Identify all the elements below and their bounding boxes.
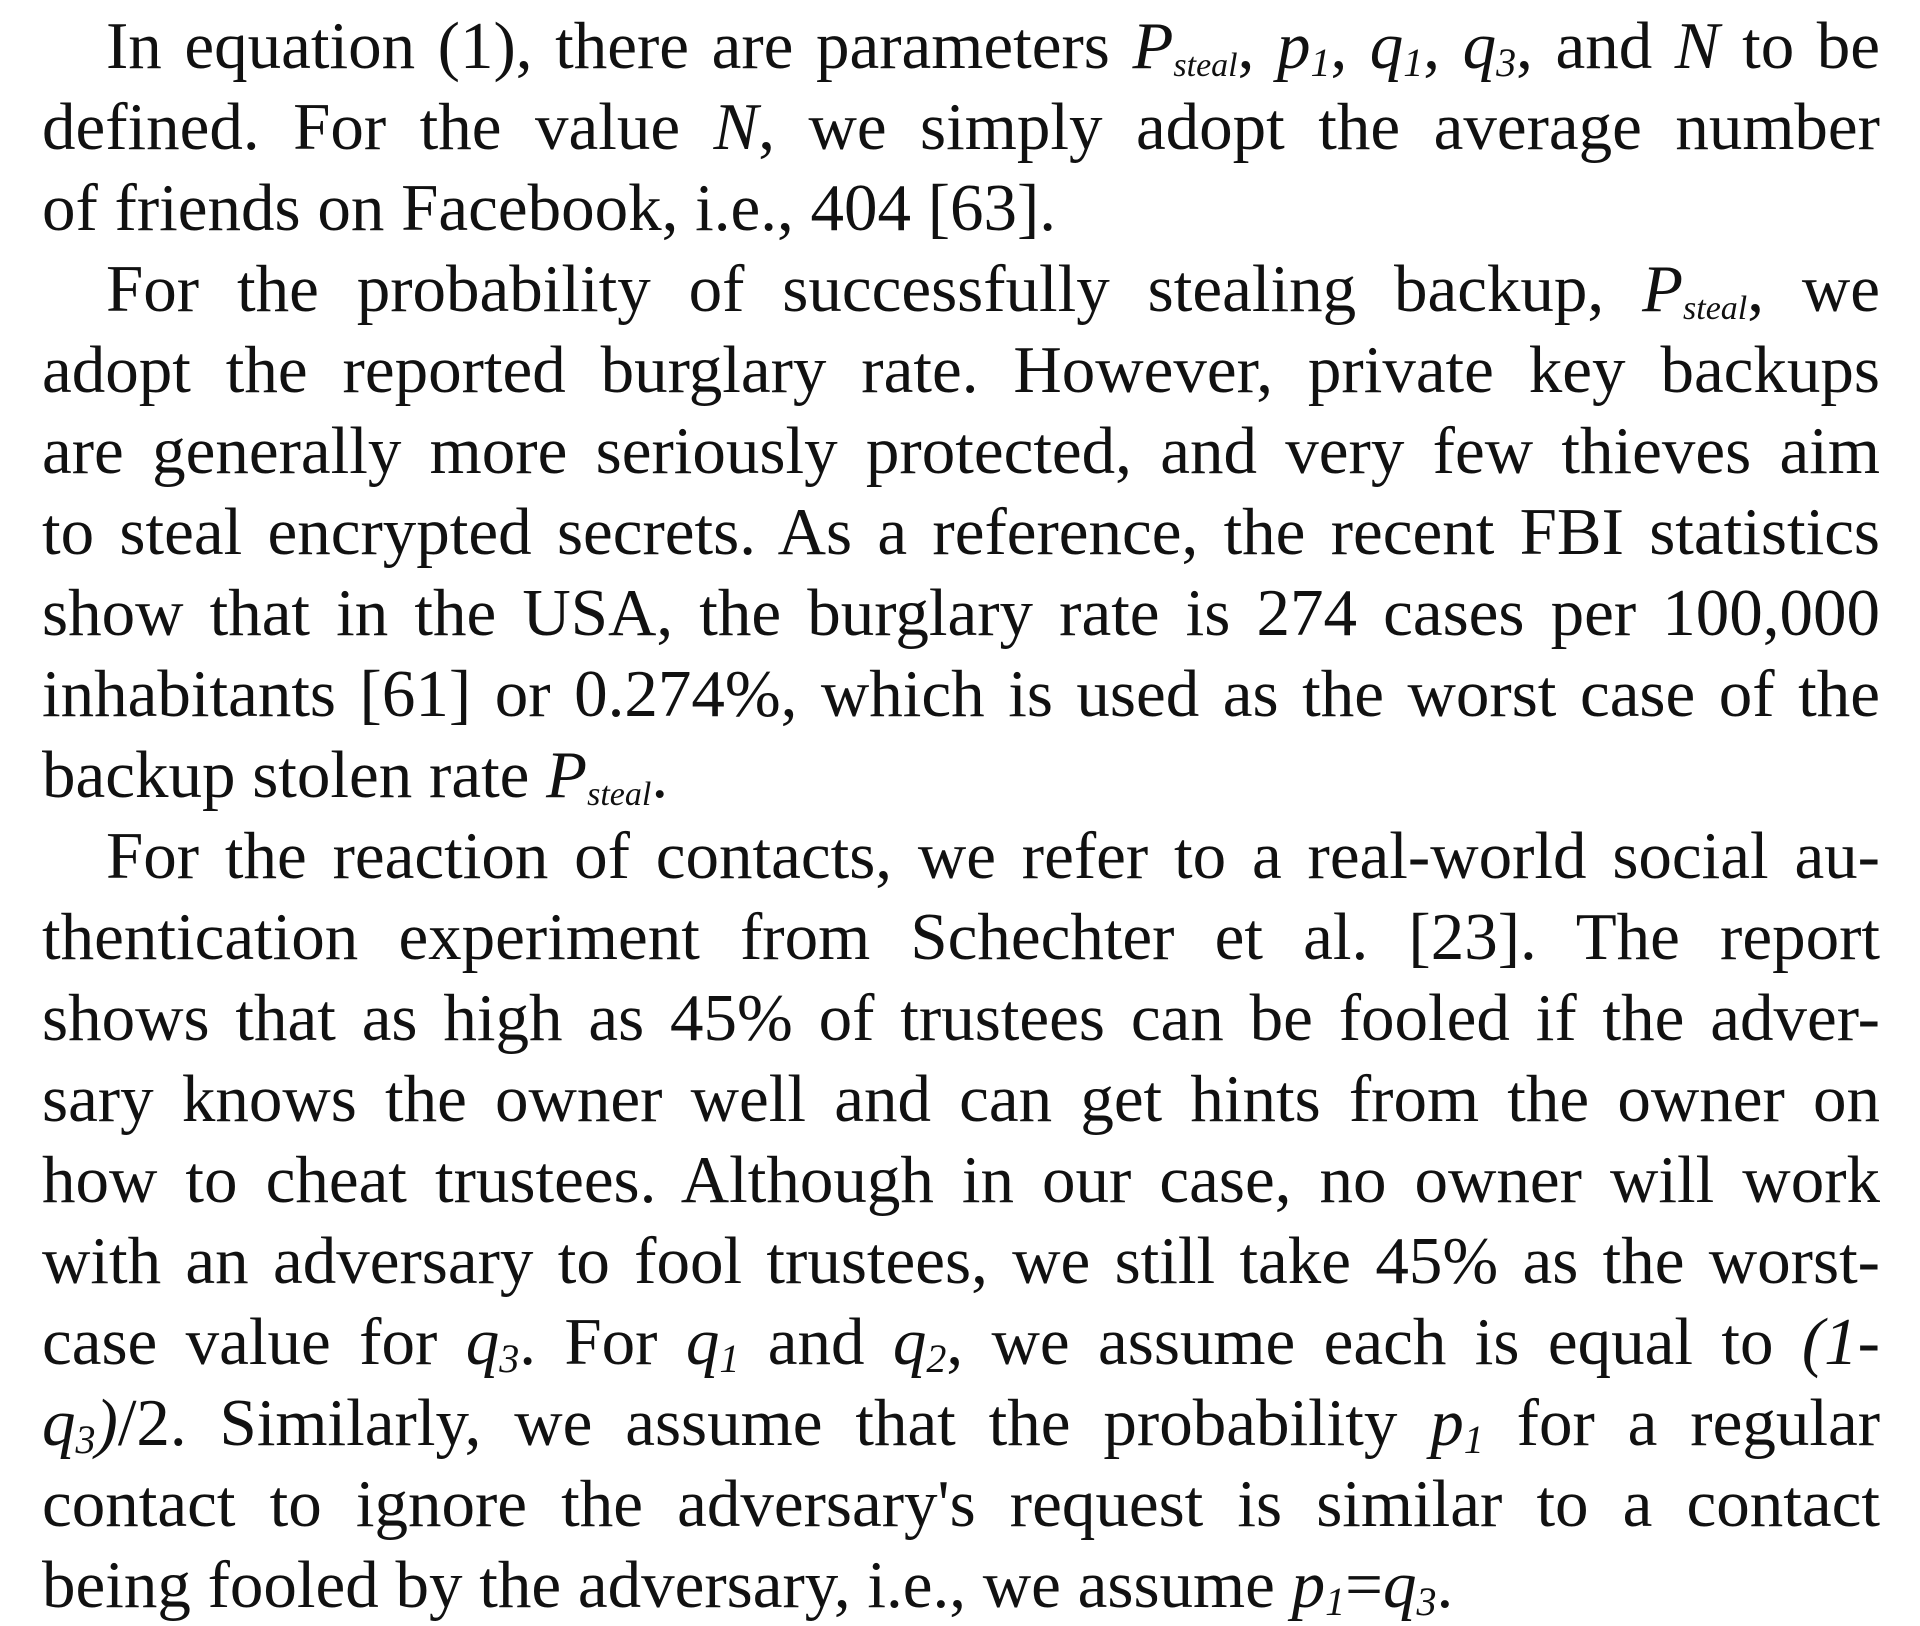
text-line: inhabitants [61] or 0.274%, which is used as the worst case of the [42, 657, 1880, 731]
math-symbol: $q_1$ [1369, 9, 1424, 85]
math-symbol: $q_1$ [685, 1305, 740, 1381]
text-line: how to cheat trustees. Although in our case, no owner will work [42, 1143, 1880, 1217]
math-symbol: $P_{steal}$ [1642, 252, 1748, 327]
text-run: , and [1516, 9, 1675, 83]
math-symbol: $q_3$ [465, 1305, 520, 1381]
math-symbol: N [1674, 9, 1720, 83]
text-line: thentication experiment from Schechter et al. [23]. The report [42, 900, 1880, 974]
text-run: In equation (1), there are parameters [106, 9, 1133, 83]
text-line: with an adversary to fool trustees, we still take 45% as the worst- [42, 1224, 1880, 1298]
text-run: , [1237, 9, 1277, 83]
text-line: shows that as high as 45% of trustees can be fooled if the adver- [42, 981, 1880, 1055]
text-line: are generally more seriously protected, and very few thieves aim [42, 414, 1880, 488]
text-line: contact to ignore the adversary's request is similar to a contact [42, 1467, 1880, 1541]
text-line: show that in the USA, the burglary rate is 274 cases per 100,000 [42, 576, 1880, 650]
text-line: being fooled by the adversary, i.e., we assume $p_1=q_3$. [42, 1548, 1454, 1624]
math-symbol: $p_1$ [1291, 1548, 1346, 1624]
paragraph-parameters [42, 6, 1880, 249]
text-run: to be [1719, 9, 1881, 83]
paragraph-contact-reaction [42, 816, 1880, 1626]
math-expression: $q_3$) [42, 1386, 118, 1462]
text-line: to steal encrypted secrets. As a reference, the recent FBI statistics [42, 495, 1880, 569]
text-line: backup stolen rate $P_{steal}$. [42, 738, 669, 813]
math-symbol: $P_{steal}$ [546, 738, 652, 813]
text-line: case value for $q_3$. For $q_1$ and $q_2$, we assume each is equal to (1- [42, 1305, 1880, 1381]
math-symbol: N [713, 90, 759, 164]
math-symbol: $P_{steal}$ [1132, 9, 1238, 84]
text-line: sary knows the owner well and can get hints from the owner on [42, 1062, 1880, 1136]
text-line: For the reaction of contacts, we refer to a real-world social au- [106, 819, 1880, 893]
text-line: adopt the reported burglary rate. However, private key backups [42, 333, 1880, 407]
text-line: of friends on Facebook, i.e., 404 [63]. [42, 171, 1057, 245]
math-symbol: $q_3$ [1382, 1548, 1437, 1624]
paragraph-steal-probability [42, 249, 1880, 816]
text-line: $q_3)/2$. Similarly, we assume that the probability $p_1$ for a regular [42, 1386, 1881, 1462]
math-symbol: $q_3$ [1462, 9, 1517, 85]
math-symbol: $q_2$ [892, 1305, 947, 1381]
document-page [42, 6, 1880, 1626]
text-line [42, 6, 1880, 87]
text-run: , [1330, 9, 1370, 83]
text-line: defined. For the value N, we simply adopt the average number [42, 90, 1880, 164]
math-symbol: $p_1$ [1276, 9, 1331, 85]
math-expression: (1- [1801, 1305, 1880, 1379]
text-line: For the probability of successfully stealing backup, $P_{steal}$, we [106, 252, 1880, 327]
math-symbol: $p_1$ [1430, 1386, 1484, 1462]
text-run: , [1423, 9, 1463, 83]
